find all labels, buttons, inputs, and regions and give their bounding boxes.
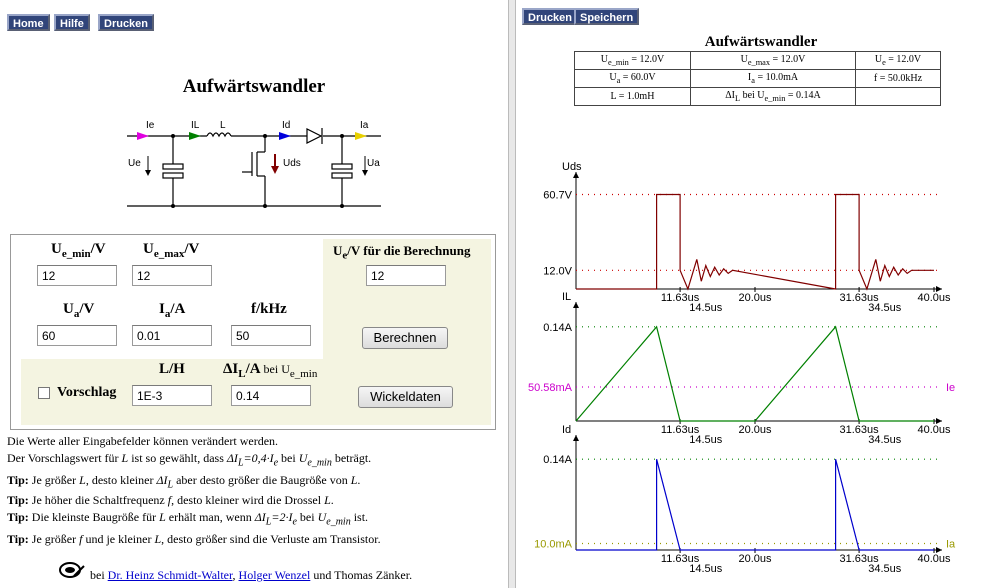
x-tick-lower-label-2-1: 34.5us [868,563,902,575]
ue-min-input[interactable]: 12 [37,265,117,286]
f-label: f/kHz [251,301,287,317]
ue-calc-label: $U_e/V$ für die Berechnung [333,243,471,262]
calculate-button[interactable]: Berechnen [362,327,448,349]
waveform-2 [576,459,934,550]
tip-2: Tip: Je höher die Schaltfrequenz f, desto kleiner wird die Drossel L. [7,493,334,507]
uds-label: Uds [283,158,301,169]
frame-divider[interactable] [508,0,516,588]
waveform-1 [576,327,934,421]
y-axis-title-1: IL [562,291,572,303]
ue-max-input[interactable]: 12 [132,265,212,286]
x-tick-lower-label-1-1: 34.5us [868,434,902,446]
ue-calc-input[interactable]: 12 [366,265,446,286]
info-line-2: Der Vorschlagswert für L ist so gewählt, dass $\Delta I_L=0,4\cdot I_e$ bei $U_{e\_min}$ beträgt. [7,451,372,469]
help-button[interactable]: Hilfe [54,14,90,31]
print-button[interactable]: Drucken [98,14,154,31]
id-label: Id [282,120,291,131]
ua-label: Ua [367,158,380,169]
suggest-checkbox[interactable] [38,387,50,399]
delta-il-label: $\Delta I_L/A$ bei $U_{e\_min}$ [223,361,318,380]
home-button[interactable]: Home [7,14,50,31]
f-input[interactable]: 50 [231,325,311,346]
results-title: Aufwärtswandler [704,34,818,50]
cell-l: L = 1.0mH [575,88,691,106]
cell-delta-il: $\Delta I_L$ bei $U_{e\_min} = 0.14A$ [691,88,856,106]
x-tick-lower-label-1-0: 14.5us [689,434,723,446]
x-tick-label-0-0: 11.63us [660,292,700,304]
x-tick-label-1-2: 31.63us [839,424,879,436]
ia-label: $I_a/A$ [159,301,186,320]
y-tick-label-top-2: 0.14A [543,454,572,467]
ua-input[interactable]: 60 [37,325,117,346]
l-label: L [220,120,226,131]
x-tick-label-0-3: 40.0us [917,292,951,304]
x-tick-label-2-3: 40.0us [917,553,951,565]
cell-f: f = 50.0kHz [856,70,941,88]
right-print-button[interactable]: Drucken [522,8,578,25]
tip-1: Tip: Je größer L, desto kleiner $\Delta I_L$ aber desto größer die Baugröße von L. [7,473,361,491]
ia-label: Ia [360,120,369,131]
series-label-right-2: Ia [946,538,956,551]
page-title: Aufwärtswandler [182,76,326,97]
credit-line: bei Dr. Heinz Schmidt-Walter, Holger Wenzel und Thomas Zänker. [90,568,413,582]
y-tick-label-low-2: 10.0mA [534,538,572,551]
series-label-right-1: Ie [946,381,956,394]
delta-il-input[interactable]: 0.14 [231,385,311,406]
x-tick-label-1-3: 40.0us [917,424,951,436]
cell-ue: $U_e = 12.0V$ [856,52,941,70]
input-panel [10,234,496,430]
logo-icon [58,560,86,580]
winding-data-button[interactable]: Wickeldaten [358,386,453,408]
y-tick-label-top-1: 0.14A [543,321,572,334]
y-tick-label-low-1: 50.58mA [527,381,572,394]
il-label: IL [191,120,200,131]
cell-empty [856,88,941,106]
y-axis-title-2: Id [562,424,572,436]
results-table [574,51,941,106]
x-tick-lower-label-0-0: 14.5us [689,302,723,314]
cell-ue-min: $U_{e\_min} = 12.0V$ [575,52,691,70]
ue-max-label: $U_{e\_max}/V$ [143,241,200,260]
info-line-1: Die Werte aller Eingabefelder können verändert werden. [7,434,279,448]
right-pane [516,0,956,588]
boost-converter-schematic [127,116,381,210]
x-tick-label-1-0: 11.63us [660,424,700,436]
l-label: L/H [159,361,185,377]
x-tick-label-1-1: 20.0us [738,424,772,436]
x-tick-label-0-1: 20.0us [738,292,772,304]
cell-ia: $I_a = 10.0mA$ [691,70,856,88]
save-button[interactable]: Speichern [574,8,639,25]
ue-label: Ue [128,158,141,169]
y-axis-title-0: Uds [562,161,582,173]
x-tick-label-2-1: 20.0us [738,553,772,565]
y-axis-arrow-1 [573,302,579,308]
ia-input[interactable]: 0.01 [132,325,212,346]
ie-label: Ie [146,120,155,131]
y-tick-label-low-0: 12.0V [543,265,572,278]
l-input[interactable]: 1E-3 [132,385,212,406]
author1-link[interactable]: Dr. Heinz Schmidt-Walter [107,568,233,582]
cell-ue-max: $U_{e\_max} = 12.0V$ [691,52,856,70]
y-tick-label-top-0: 60.7V [543,189,572,202]
x-tick-label-2-0: 11.63us [660,553,700,565]
y-axis-arrow-2 [573,435,579,441]
waveform-0 [576,195,934,290]
suggest-label: Vorschlag [57,385,117,400]
tip-3: Tip: Die kleinste Baugröße für L erhält man, wenn $\Delta I_L=2\cdot I_e$ bei $U_{e\_min}$ ist. [7,510,369,528]
tip-4: Tip: Je größer f und je kleiner L, desto größer sind die Verluste am Transistor. [7,532,381,546]
x-tick-label-0-2: 31.63us [839,292,879,304]
waveform-charts [516,160,956,588]
x-tick-lower-label-2-0: 14.5us [689,563,723,575]
cell-ua: $U_a = 60.0V$ [575,70,691,88]
x-tick-lower-label-0-1: 34.5us [868,302,902,314]
author2-link[interactable]: Holger Wenzel [238,568,311,582]
ue-min-label: $U_{e\_min}/V$ [51,241,106,260]
x-tick-label-2-2: 31.63us [839,553,879,565]
ua-label: $U_a/V$ [63,301,95,320]
